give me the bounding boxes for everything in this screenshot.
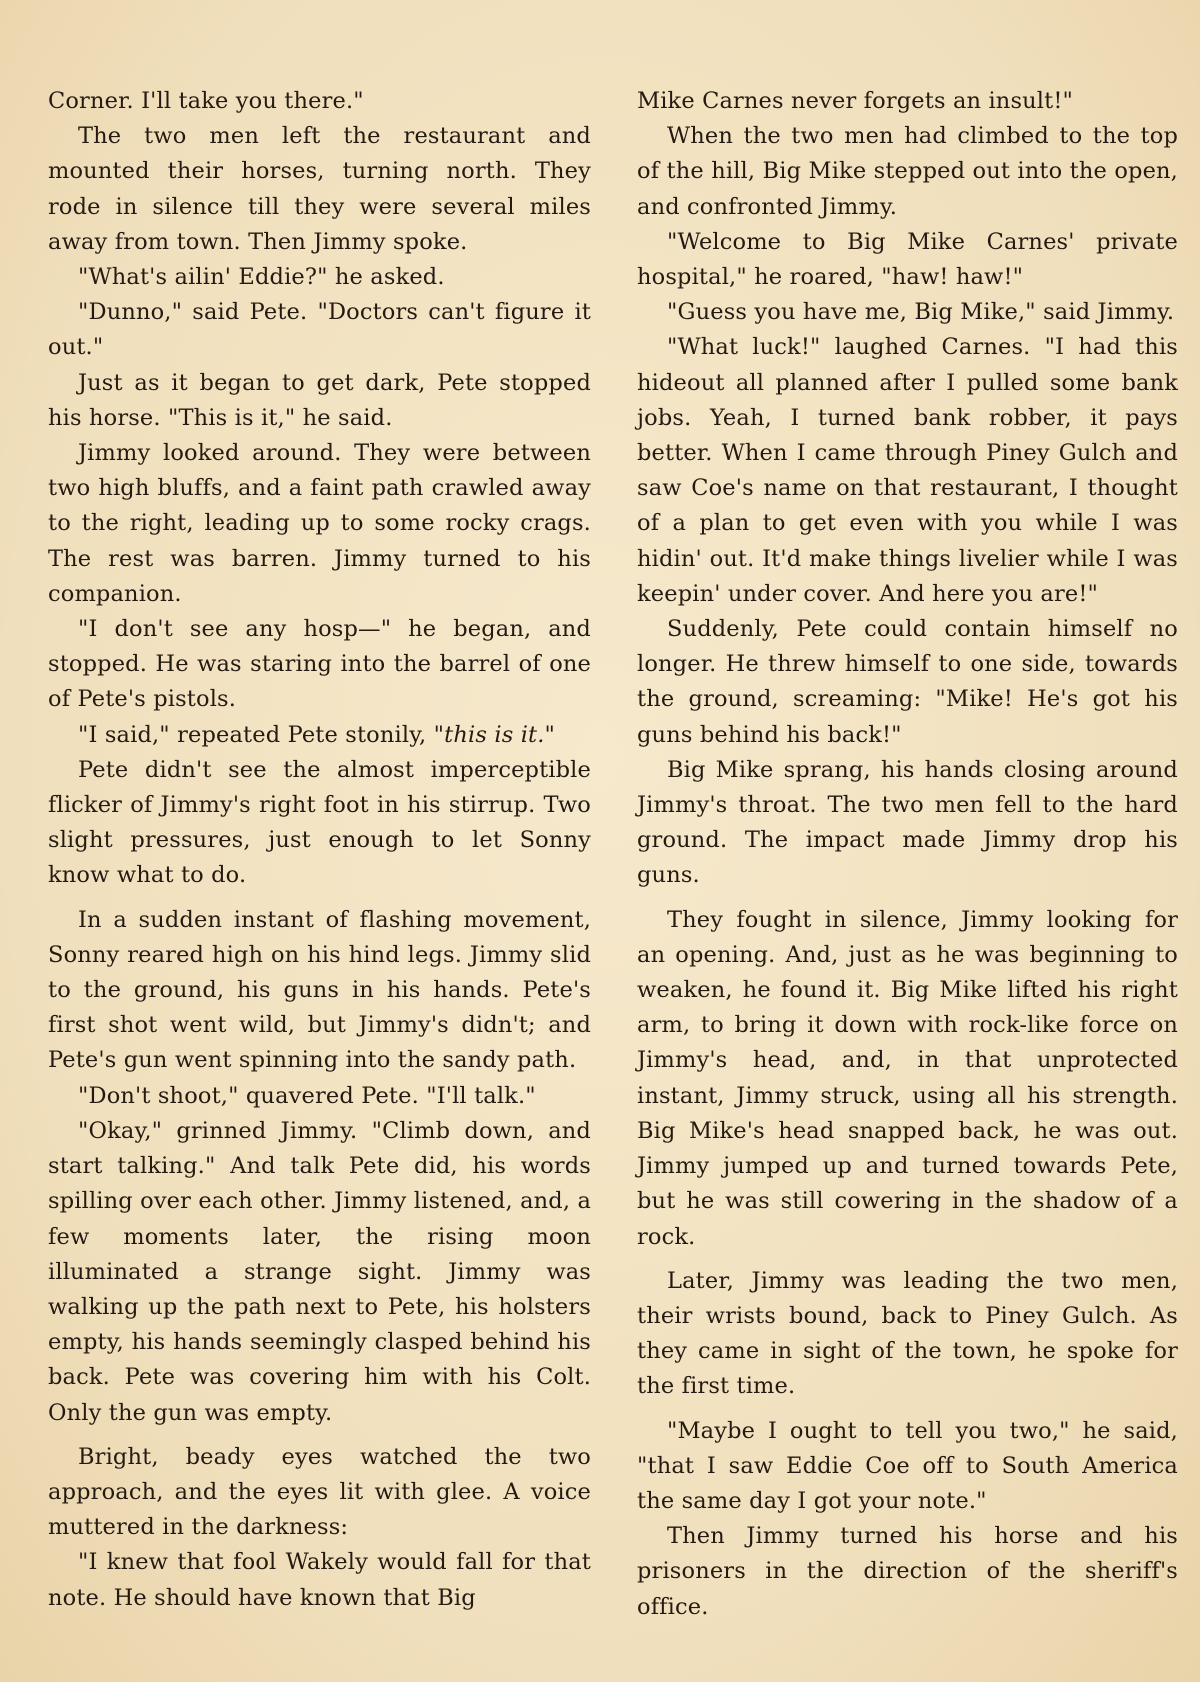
- paragraph: Just as it began to get dark, Pete stopped his horse. "This is it," he said.: [48, 369, 591, 431]
- right-column: [637, 84, 1178, 1625]
- paragraph: The two men left the restaurant and mounted their horses, turning north. They rode in silence till they were several miles away from town. Then Jimmy spoke.: [48, 123, 591, 255]
- paragraph: Later, Jimmy was leading the two men, their wrists bound, back to Piney Gulch. As they came in sight of the town, he spoke for the first time.: [637, 1267, 1178, 1400]
- paragraph: Mike Carnes never forgets an insult!": [637, 88, 1074, 114]
- paragraph: Big Mike sprang, his hands closing around Jimmy's throat. The two men fell to the hard ground. The impact made Jimmy drop his guns.: [637, 756, 1178, 889]
- paragraph: They fought in silence, Jimmy looking for an opening. And, just as he was beginning to weaken, he found it. Big Mike lifted his right arm, to bring it down with rock-like force on Jimmy's head, and, in that unprotected instant, Jimmy struck, using all his strength. Big Mike's head snapped back, he was out. Jimmy jumped up and turned towards Pete, but he was still cowering in the shadow of a rock.: [637, 906, 1178, 1250]
- left-column: [48, 84, 591, 1616]
- paragraph: Bright, beady eyes watched the two approach, and the eyes lit with glee. A voice muttered in the darkness:: [48, 1443, 591, 1541]
- paragraph: In a sudden instant of flashing movement, Sonny reared high on his hind legs. Jimmy slid to the ground, his guns in his hands. Pete's first shot went wild, but Jimmy's didn't; and Pete's gun went spinning into the sandy path.: [48, 906, 591, 1074]
- paragraph: "Welcome to Big Mike Carnes' private hospital," he roared, "haw! haw!": [637, 228, 1178, 291]
- paragraph: "What luck!" laughed Carnes. "I had this hideout all planned after I pulled some bank jobs. Yeah, I turned bank robber, it pays better. When I came through Piney Gulch and saw Coe's name on that restaurant, I thought of a plan to get even with you while I was hidin' out. It'd make things livelier while I was keepin' under cover. And here you are!": [637, 334, 1178, 607]
- paragraph-italic-quote: [48, 718, 591, 753]
- paragraph: "Don't shoot," quavered Pete. "I'll talk.": [78, 1082, 536, 1109]
- text-span: ": [544, 721, 556, 748]
- paragraph: Pete didn't see the almost imperceptible flicker of Jimmy's right foot in his stirrup. Two slight pressures, just enough to let Sonny know what to do.: [48, 756, 591, 889]
- paragraph: "I don't see any hosp—" he began, and stopped. He was staring into the barrel of one of Pete's pistols.: [48, 616, 591, 713]
- paragraph: When the two men had climbed to the top of the hill, Big Mike stepped out into the open, and confronted Jimmy.: [637, 123, 1178, 220]
- paragraph: "What's ailin' Eddie?" he asked.: [78, 264, 445, 291]
- paragraph: Then Jimmy turned his horse and his prisoners in the direction of the sheriff's office.: [637, 1523, 1178, 1620]
- paragraph: Corner. I'll take you there.": [48, 88, 364, 114]
- paragraph: "Dunno," said Pete. "Doctors can't figure it out.": [48, 299, 591, 361]
- text-span: "I said," repeated Pete stonily, ": [78, 721, 445, 748]
- paragraph: Jimmy looked around. They were between two high bluffs, and a faint path crawled away to the right, leading up to some rocky crags. The rest was barren. Jimmy turned to his companion.: [48, 440, 591, 607]
- italic-text: this is it.: [444, 721, 545, 748]
- paragraph: "I knew that fool Wakely would fall for that note. He should have known that Big: [48, 1549, 591, 1611]
- paragraph: "Maybe I ought to tell you two," he said, "that I saw Eddie Coe off to South America the same day I got your note.": [637, 1417, 1178, 1514]
- paragraph: "Guess you have me, Big Mike," said Jimmy.: [667, 299, 1175, 326]
- paragraph: "Okay," grinned Jimmy. "Climb down, and start talking." And talk Pete did, his words spilling over each other. Jimmy listened, and, a few moments later, the rising moon illuminated a strange sight. Jimmy was walking up the path next to Pete, his holsters empty, his hands seemingly clasped behind his back. Pete was covering him with his Colt. Only the gun was empty.: [48, 1117, 592, 1426]
- paragraph: Suddenly, Pete could contain himself no longer. He threw himself to one side, towards the ground, screaming: "Mike! He's got his guns behind his back!": [637, 616, 1178, 748]
